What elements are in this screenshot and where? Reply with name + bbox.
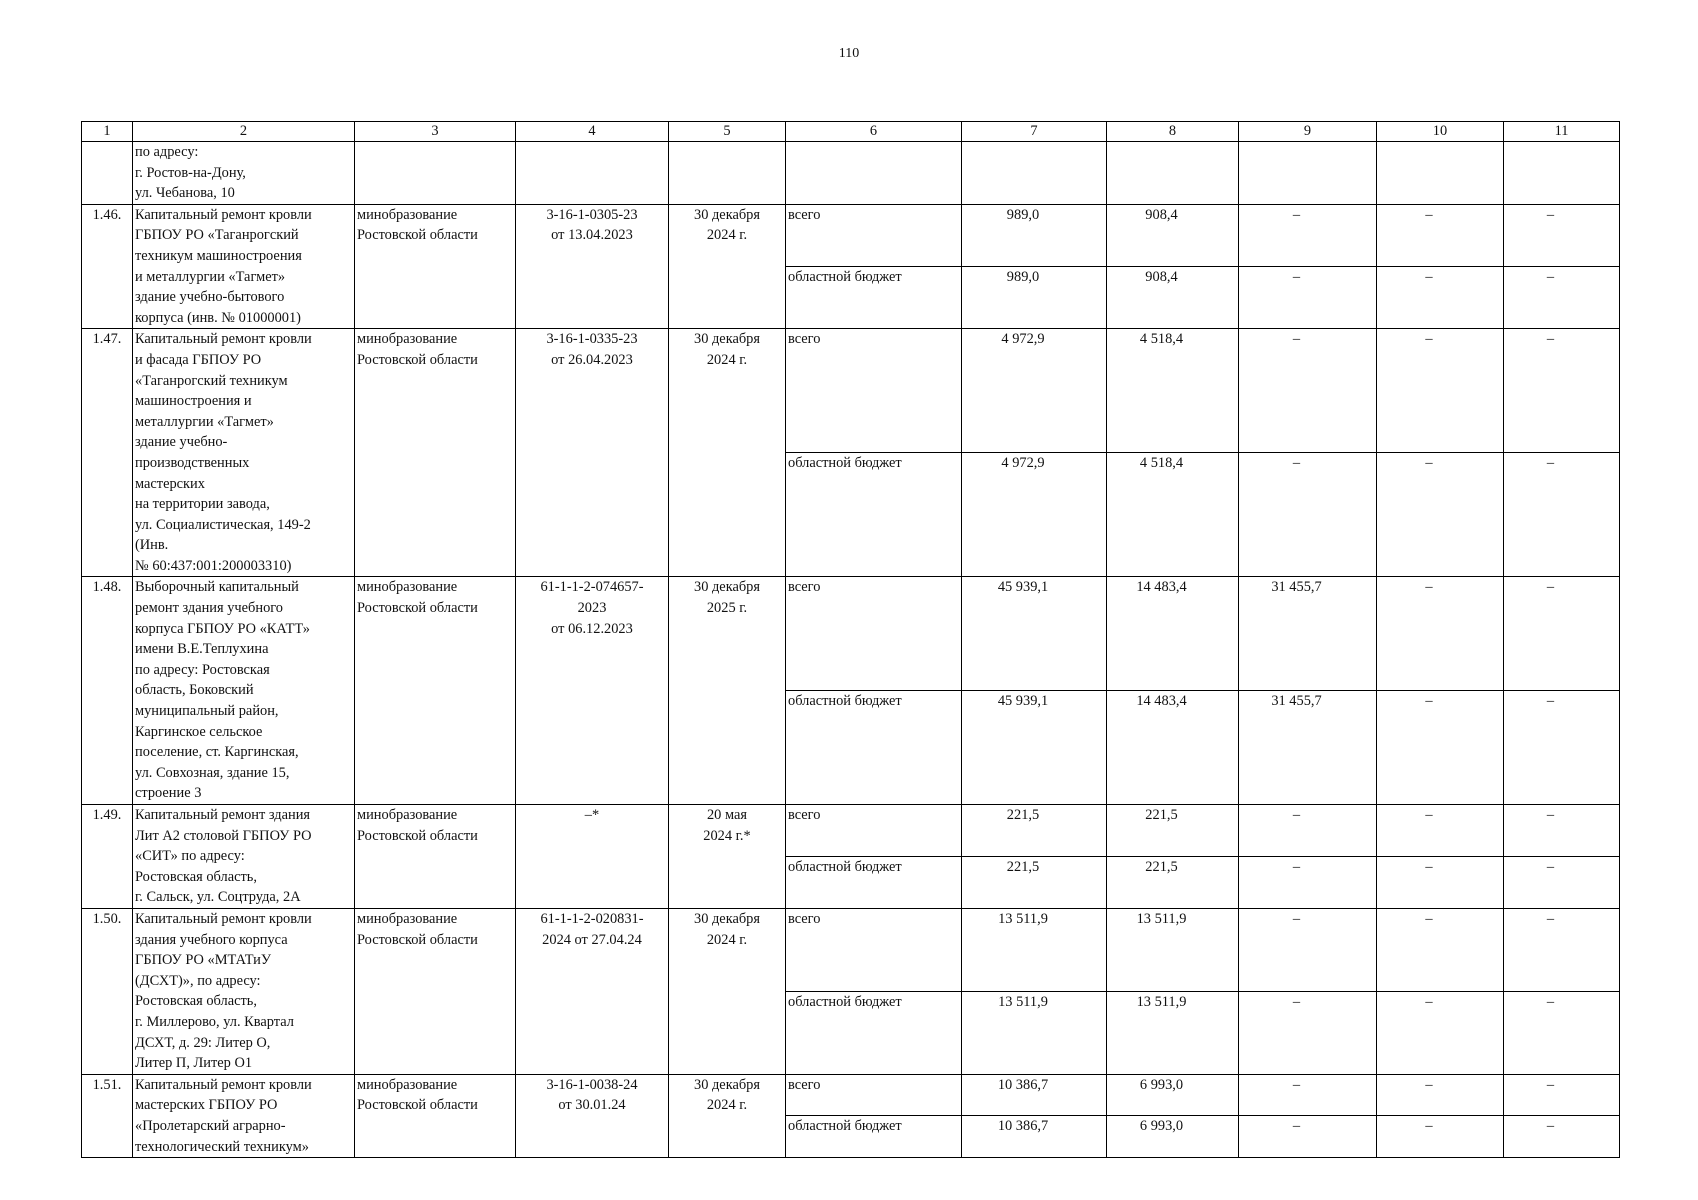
continuation-row: [82, 142, 1620, 205]
amount-year-2024: 13 511,9: [1107, 908, 1239, 991]
amount-total: 45 939,1: [962, 577, 1107, 691]
funding-source: всего: [786, 329, 962, 453]
amount-year-2027: –: [1504, 991, 1620, 1074]
amount-year-2024: 908,4: [1107, 204, 1239, 266]
amount-year-2026: –: [1377, 1116, 1504, 1158]
column-number: 3: [355, 122, 516, 142]
amount-year-2026: –: [1377, 329, 1504, 453]
responsible-executor: минобразование Ростовской области: [355, 204, 516, 329]
funding-source: областной бюджет: [786, 991, 962, 1074]
completion-deadline: 30 декабря 2024 г.: [669, 204, 786, 329]
completion-deadline: 30 декабря 2024 г.: [669, 908, 786, 1074]
column-number: 2: [133, 122, 355, 142]
amount-year-2024: 908,4: [1107, 267, 1239, 329]
column-number: 11: [1504, 122, 1620, 142]
amount-year-2027: –: [1504, 453, 1620, 577]
amount-year-2027: –: [1504, 1116, 1620, 1158]
column-number: 5: [669, 122, 786, 142]
table-row: [82, 577, 1620, 691]
column-number: 7: [962, 122, 1107, 142]
table-row: [82, 908, 1620, 991]
amount-year-2025: –: [1239, 856, 1377, 908]
object-name: Выборочный капитальный ремонт здания учебного корпуса ГБПОУ РО «КАТТ» имени В.Е.Теплухина по адресу: Ростовская область, Боковский муниципальный район, Каргинское сельское поселение, ст. Каргинская, ул. Совхозная, здание 15, строение 3: [133, 577, 355, 805]
project-document: 3-16-1-0038-24 от 30.01.24: [516, 1074, 669, 1157]
amount-year-2024: 6 993,0: [1107, 1074, 1239, 1116]
project-document: 3-16-1-0305-23 от 13.04.2023: [516, 204, 669, 329]
table-row: [82, 329, 1620, 453]
funding-source: всего: [786, 204, 962, 266]
amount-total: 989,0: [962, 267, 1107, 329]
responsible-executor: минобразование Ростовской области: [355, 908, 516, 1074]
amount-year-2027: –: [1504, 856, 1620, 908]
column-number: 4: [516, 122, 669, 142]
object-address-continuation: по адресу: г. Ростов-на-Дону, ул. Чебанова, 10: [133, 142, 355, 205]
amount-total: 45 939,1: [962, 691, 1107, 805]
amount-total: 10 386,7: [962, 1074, 1107, 1116]
project-document: 61-1-1-2-020831- 2024 от 27.04.24: [516, 908, 669, 1074]
responsible-executor: минобразование Ростовской области: [355, 805, 516, 909]
amount-year-2025: 31 455,7: [1239, 577, 1377, 691]
amount-year-2024: 13 511,9: [1107, 991, 1239, 1074]
column-number: 1: [82, 122, 133, 142]
amount-total: 4 972,9: [962, 453, 1107, 577]
amount-year-2025: –: [1239, 991, 1377, 1074]
table-row: [82, 1074, 1620, 1116]
amount-year-2024: 221,5: [1107, 805, 1239, 857]
amount-year-2026: –: [1377, 453, 1504, 577]
project-document: 61-1-1-2-074657- 2023 от 06.12.2023: [516, 577, 669, 805]
amount-year-2025: –: [1239, 453, 1377, 577]
completion-deadline: 30 декабря 2024 г.: [669, 1074, 786, 1157]
funding-source: областной бюджет: [786, 856, 962, 908]
funding-source: всего: [786, 1074, 962, 1116]
amount-total: 989,0: [962, 204, 1107, 266]
amount-year-2026: –: [1377, 991, 1504, 1074]
amount-year-2024: 221,5: [1107, 856, 1239, 908]
amount-year-2024: 14 483,4: [1107, 577, 1239, 691]
project-document: 3-16-1-0335-23 от 26.04.2023: [516, 329, 669, 577]
amount-year-2026: –: [1377, 908, 1504, 991]
amount-year-2027: –: [1504, 267, 1620, 329]
amount-year-2025: –: [1239, 204, 1377, 266]
object-name: Капитальный ремонт кровли здания учебного корпуса ГБПОУ РО «МТАТиУ (ДСХТ)», по адресу: Ростовская область, г. Миллерово, ул. Квартал ДСХТ, д. 29: Литер О, Литер П, Литер О1: [133, 908, 355, 1074]
amount-year-2027: –: [1504, 691, 1620, 805]
amount-year-2026: –: [1377, 1074, 1504, 1116]
amount-year-2025: –: [1239, 1116, 1377, 1158]
responsible-executor: минобразование Ростовской области: [355, 329, 516, 577]
column-number: 8: [1107, 122, 1239, 142]
amount-year-2027: –: [1504, 1074, 1620, 1116]
amount-total: 4 972,9: [962, 329, 1107, 453]
amount-total: 10 386,7: [962, 1116, 1107, 1158]
amount-total: 221,5: [962, 805, 1107, 857]
funding-source: областной бюджет: [786, 453, 962, 577]
amount-year-2027: –: [1504, 204, 1620, 266]
item-number: 1.50.: [82, 908, 133, 1074]
amount-year-2025: –: [1239, 805, 1377, 857]
amount-year-2024: 6 993,0: [1107, 1116, 1239, 1158]
amount-year-2027: –: [1504, 577, 1620, 691]
column-number: 9: [1239, 122, 1377, 142]
amount-total: 13 511,9: [962, 991, 1107, 1074]
amount-year-2025: –: [1239, 267, 1377, 329]
funding-source: всего: [786, 577, 962, 691]
funding-source: областной бюджет: [786, 267, 962, 329]
completion-deadline: 30 декабря 2024 г.: [669, 329, 786, 577]
budget-table: [81, 121, 1620, 1158]
object-name: Капитальный ремонт кровли мастерских ГБПОУ РО «Пролетарский аграрно- технологический техникум»: [133, 1074, 355, 1157]
amount-year-2027: –: [1504, 908, 1620, 991]
funding-source: всего: [786, 805, 962, 857]
object-name: Капитальный ремонт кровли и фасада ГБПОУ РО «Таганрогский техникум машиностроения и металлургии «Тагмет» здание учебно- производственных мастерских на территории завода, ул. Социалистическая, 149-2 (Инв. № 60:437:001:200003310): [133, 329, 355, 577]
responsible-executor: минобразование Ростовской области: [355, 577, 516, 805]
amount-year-2026: –: [1377, 267, 1504, 329]
funding-source: областной бюджет: [786, 1116, 962, 1158]
table-row: [82, 805, 1620, 857]
amount-year-2024: 14 483,4: [1107, 691, 1239, 805]
funding-source: областной бюджет: [786, 691, 962, 805]
funding-source: всего: [786, 908, 962, 991]
amount-year-2027: –: [1504, 329, 1620, 453]
object-name: Капитальный ремонт кровли ГБПОУ РО «Таганрогский техникум машиностроения и металлургии «Тагмет» здание учебно-бытового корпуса (инв. № 01000001): [133, 204, 355, 329]
item-number: 1.49.: [82, 805, 133, 909]
item-number: 1.46.: [82, 204, 133, 329]
responsible-executor: минобразование Ростовской области: [355, 1074, 516, 1157]
project-document: –*: [516, 805, 669, 909]
column-number-row: [82, 122, 1620, 142]
amount-year-2025: –: [1239, 329, 1377, 453]
item-number: 1.51.: [82, 1074, 133, 1157]
item-number: 1.48.: [82, 577, 133, 805]
amount-year-2024: 4 518,4: [1107, 329, 1239, 453]
completion-deadline: 30 декабря 2025 г.: [669, 577, 786, 805]
amount-year-2026: –: [1377, 691, 1504, 805]
amount-year-2025: –: [1239, 908, 1377, 991]
table-row: [82, 204, 1620, 266]
completion-deadline: 20 мая 2024 г.*: [669, 805, 786, 909]
amount-year-2027: –: [1504, 805, 1620, 857]
amount-year-2025: –: [1239, 1074, 1377, 1116]
amount-total: 221,5: [962, 856, 1107, 908]
amount-year-2026: –: [1377, 577, 1504, 691]
amount-year-2026: –: [1377, 856, 1504, 908]
column-number: 10: [1377, 122, 1504, 142]
amount-year-2026: –: [1377, 805, 1504, 857]
amount-total: 13 511,9: [962, 908, 1107, 991]
amount-year-2025: 31 455,7: [1239, 691, 1377, 805]
amount-year-2026: –: [1377, 204, 1504, 266]
page-number: 110: [838, 46, 860, 61]
object-name: Капитальный ремонт здания Лит А2 столовой ГБПОУ РО «СИТ» по адресу: Ростовская область, г. Сальск, ул. Соцтруда, 2А: [133, 805, 355, 909]
column-number: 6: [786, 122, 962, 142]
amount-year-2024: 4 518,4: [1107, 453, 1239, 577]
item-number: 1.47.: [82, 329, 133, 577]
